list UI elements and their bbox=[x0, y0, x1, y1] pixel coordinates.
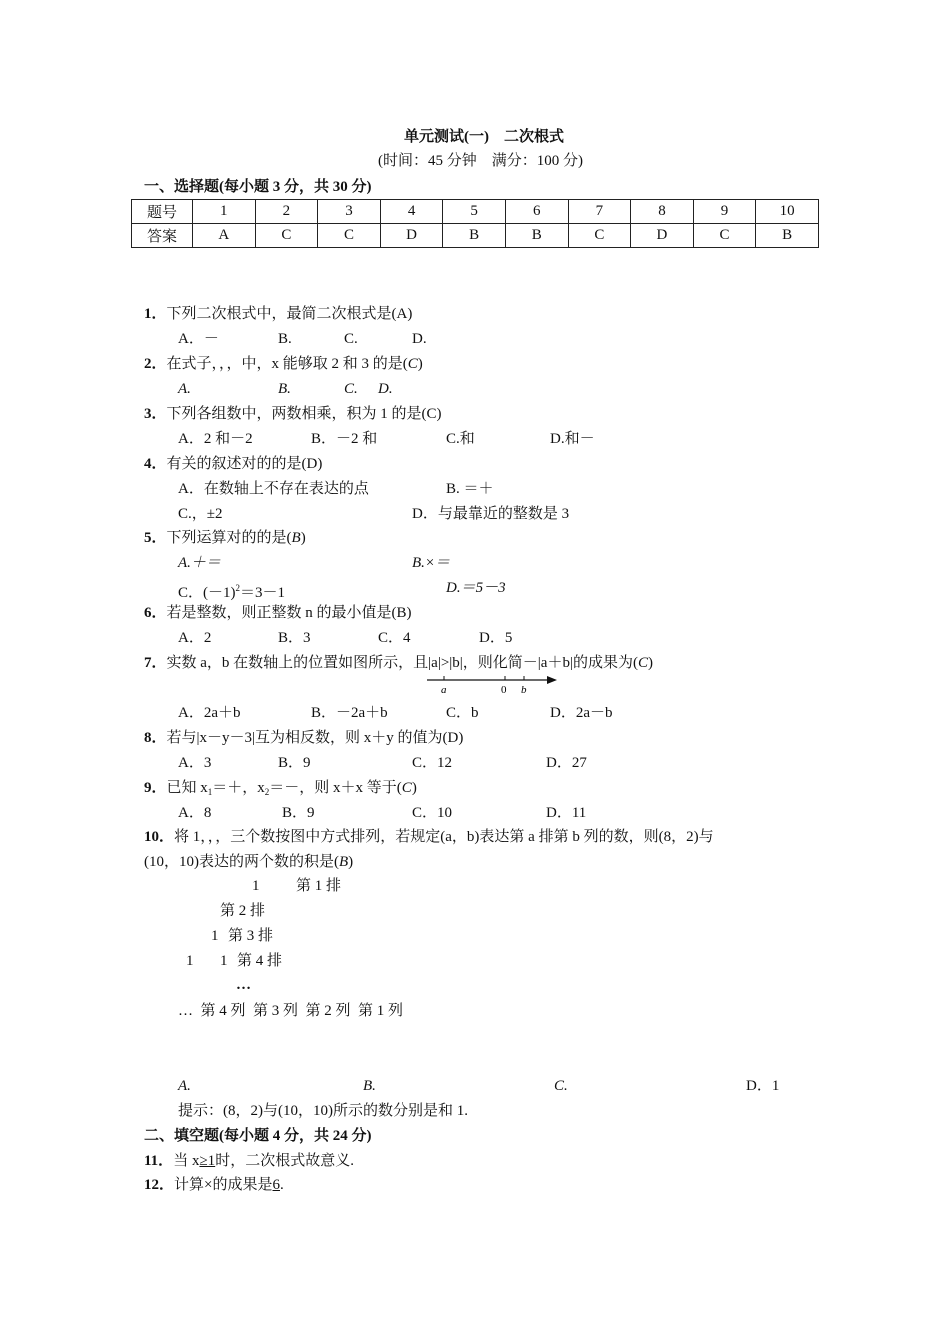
option-c: C. bbox=[344, 331, 358, 347]
option-b: B. bbox=[278, 381, 291, 397]
option-a: A．在数轴上不存在表达的点 bbox=[178, 481, 369, 497]
table-cell: 8 bbox=[631, 200, 694, 224]
option-b: B. ＝＋ bbox=[446, 481, 494, 497]
option-a bbox=[178, 703, 241, 723]
question-number: 10． bbox=[144, 829, 175, 845]
option-d: D．与最靠近的整数是 3 bbox=[412, 506, 570, 522]
table-cell: 5 bbox=[443, 200, 506, 224]
question-3-stem bbox=[144, 404, 442, 424]
answer-letter: C bbox=[401, 780, 412, 796]
question-8-stem bbox=[144, 728, 463, 748]
question-1-stem bbox=[144, 304, 412, 324]
arrow-head-icon bbox=[547, 676, 557, 684]
question-text: 将 1，，，三个数按图中方式排列，若规定(a，b)表达第 a 排第 b 列的数，则(8，2)与 bbox=[174, 829, 714, 845]
question-text: 下列各组数中，两数相乘，积为 1 的是(C) bbox=[166, 406, 442, 422]
table-cell: 3 bbox=[318, 200, 381, 224]
fig-row1-value: 1 bbox=[252, 878, 260, 894]
option-c: C．10 bbox=[412, 805, 453, 821]
answer-letter: C bbox=[407, 356, 418, 372]
option-c-text: C．(－1) bbox=[178, 585, 236, 601]
option-d: D. bbox=[412, 331, 427, 347]
answer-letter: C bbox=[637, 655, 648, 671]
option-a: A．－ bbox=[178, 331, 219, 347]
question-text: 下列运算对的的是( bbox=[166, 530, 292, 546]
question-11 bbox=[144, 1151, 354, 1171]
table-header-cell: 答案 bbox=[132, 224, 193, 248]
table-cell: A bbox=[193, 224, 256, 248]
question-text: 已知 x bbox=[166, 780, 208, 796]
fig-column-labels: … 第 4 列 第 3 列 第 2 列 第 1 列 bbox=[178, 1003, 404, 1019]
table-cell: D bbox=[380, 224, 443, 248]
option-d: D. bbox=[378, 381, 393, 397]
option-a: A．2 和－2 bbox=[178, 431, 253, 447]
question-text: 若与|x－y－3|互为相反数，则 x＋y 的值为(D) bbox=[166, 730, 464, 746]
superscript: 2 bbox=[235, 583, 240, 593]
option-b: B．－2a＋b bbox=[311, 705, 388, 721]
question-number: 11． bbox=[144, 1153, 174, 1169]
option-c: C. bbox=[554, 1078, 568, 1094]
table-cell: 4 bbox=[380, 200, 443, 224]
question-text: 当 x bbox=[173, 1153, 200, 1169]
option-d: D．27 bbox=[546, 755, 587, 771]
table-row-answers bbox=[132, 224, 819, 248]
option-c: C.，±2 bbox=[178, 506, 223, 522]
option-c: C.和 bbox=[446, 431, 475, 447]
table-cell: B bbox=[756, 224, 819, 248]
table-cell: D bbox=[631, 224, 694, 248]
table-cell: C bbox=[318, 224, 381, 248]
paren-close: ) bbox=[300, 530, 306, 546]
question-number: 9． bbox=[144, 780, 167, 796]
question-number: 3． bbox=[144, 406, 167, 422]
table-cell: B bbox=[443, 224, 506, 248]
subscript: 2 bbox=[264, 787, 270, 797]
option-b: B. bbox=[363, 1078, 376, 1094]
option-c bbox=[178, 578, 285, 603]
option-d: D.和－ bbox=[550, 431, 595, 447]
option-a: A.＋＝ bbox=[178, 555, 221, 571]
question-9-stem bbox=[144, 778, 417, 802]
page-title: 单元测试(一) 二次根式 bbox=[404, 129, 564, 145]
table-cell: C bbox=[568, 224, 631, 248]
option-c-text-2: ＝3－1 bbox=[240, 585, 286, 601]
option-a: A. bbox=[178, 381, 191, 397]
option-c: C．12 bbox=[412, 755, 453, 771]
section-heading-fill: 二、填空题(每小题 4 分，共 24 分) bbox=[144, 1128, 372, 1144]
paren-close: ) bbox=[647, 655, 653, 671]
question-number: 8． bbox=[144, 730, 167, 746]
table-cell: 7 bbox=[568, 200, 631, 224]
question-number: 6． bbox=[144, 605, 167, 621]
paren-close: ) bbox=[348, 854, 354, 870]
axis-label-a: a bbox=[441, 684, 447, 696]
question-number: 12． bbox=[144, 1177, 175, 1193]
option-d: D．1 bbox=[746, 1078, 780, 1094]
table-cell: C bbox=[693, 224, 756, 248]
question-text-2: ＝＋，x bbox=[212, 780, 265, 796]
question-number: 4． bbox=[144, 456, 167, 472]
option-c: C．b bbox=[446, 705, 479, 721]
question-12 bbox=[144, 1175, 284, 1195]
fig-row4-value-1: 1 bbox=[186, 953, 194, 969]
question-number: 5． bbox=[144, 530, 167, 546]
fig-row1-label: 第 1 排 bbox=[296, 878, 342, 894]
table-cell: 2 bbox=[255, 200, 318, 224]
number-line-figure bbox=[425, 672, 565, 698]
table-cell: 1 bbox=[193, 200, 256, 224]
option-b: B．3 bbox=[278, 630, 311, 646]
question-5-stem bbox=[144, 528, 306, 548]
option-d: D．5 bbox=[479, 630, 513, 646]
answer-blank: 6 bbox=[272, 1177, 280, 1193]
question-number: 7． bbox=[144, 655, 167, 671]
paren-close: ) bbox=[411, 780, 417, 796]
question-text: 下列二次根式中，最简二次根式是(A) bbox=[166, 306, 413, 322]
question-text-3: ＝－，则 x＋x 等于( bbox=[269, 780, 402, 796]
option-a: A．8 bbox=[178, 805, 212, 821]
question-text: 实数 a，b 在数轴上的位置如图所示，且|a|>|b|，则化简－|a＋b|的成果为( bbox=[166, 655, 638, 671]
question-text: 在式子，，，中，x 能够取 2 和 3 的是( bbox=[166, 356, 408, 372]
option-a: A. bbox=[178, 1078, 191, 1094]
option-a: A．3 bbox=[178, 755, 212, 771]
table-header-cell: 题号 bbox=[132, 200, 193, 224]
option-b: B．9 bbox=[282, 805, 315, 821]
fig-row2-label: 第 2 排 bbox=[220, 903, 266, 919]
option-d: D．11 bbox=[546, 805, 587, 821]
question-number: 2． bbox=[144, 356, 167, 372]
option-b: B.×＝ bbox=[412, 555, 451, 571]
answer-letter: B bbox=[291, 530, 301, 546]
fig-row4-label: 第 4 排 bbox=[237, 953, 283, 969]
fig-ellipsis: … bbox=[236, 977, 251, 993]
question-10-stem-line2 bbox=[144, 852, 353, 872]
option-d: D.＝5－3 bbox=[446, 580, 506, 596]
question-6-stem bbox=[144, 603, 412, 623]
option-b: B. bbox=[278, 331, 292, 347]
fig-row3-value: 1 bbox=[211, 928, 219, 944]
answer-letter: B bbox=[339, 854, 349, 870]
question-number: 1． bbox=[144, 306, 167, 322]
question-text: 若是整数，则正整数 n 的最小值是(B) bbox=[166, 605, 412, 621]
option-a-text: A．2a＋b bbox=[178, 705, 241, 721]
question-text: 有关的叙述对的的是(D) bbox=[166, 456, 323, 472]
question-text: 计算×的成果是 bbox=[174, 1177, 273, 1193]
answer-table bbox=[131, 199, 819, 248]
axis-label-zero: 0 bbox=[501, 684, 507, 696]
option-b: B．－2 和 bbox=[311, 431, 378, 447]
question-10-stem bbox=[144, 827, 714, 847]
option-a: A．2 bbox=[178, 630, 212, 646]
table-cell: 10 bbox=[756, 200, 819, 224]
fig-row4-value-2: 1 bbox=[220, 953, 228, 969]
exam-info: (时间：45 分钟 满分：100 分) bbox=[378, 153, 583, 169]
option-d: D．2a－b bbox=[550, 705, 613, 721]
fig-row3-label: 第 3 排 bbox=[228, 928, 274, 944]
question-2-stem bbox=[144, 354, 423, 374]
question-4-stem bbox=[144, 454, 322, 474]
option-c: C．4 bbox=[378, 630, 411, 646]
question-text-2: . bbox=[279, 1177, 284, 1193]
option-c: C. bbox=[344, 381, 358, 397]
table-cell: C bbox=[255, 224, 318, 248]
answer-blank: ≥1 bbox=[199, 1153, 216, 1169]
hint-text: 提示：(8，2)与(10，10)所示的数分别是和 1. bbox=[178, 1103, 468, 1119]
table-cell: 9 bbox=[693, 200, 756, 224]
table-cell: B bbox=[505, 224, 568, 248]
option-b: B．9 bbox=[278, 755, 311, 771]
paren-close: ) bbox=[417, 356, 423, 372]
question-7-stem bbox=[144, 653, 653, 673]
question-text-2: 时，二次根式故意义. bbox=[215, 1153, 354, 1169]
question-text: (10，10)表达的两个数的积是( bbox=[144, 854, 339, 870]
table-row-numbers bbox=[132, 200, 819, 224]
section-heading-choice: 一、选择题(每小题 3 分，共 30 分) bbox=[144, 179, 372, 195]
subscript: 1 bbox=[207, 787, 213, 797]
table-cell: 6 bbox=[505, 200, 568, 224]
axis-label-b: b bbox=[521, 684, 527, 696]
